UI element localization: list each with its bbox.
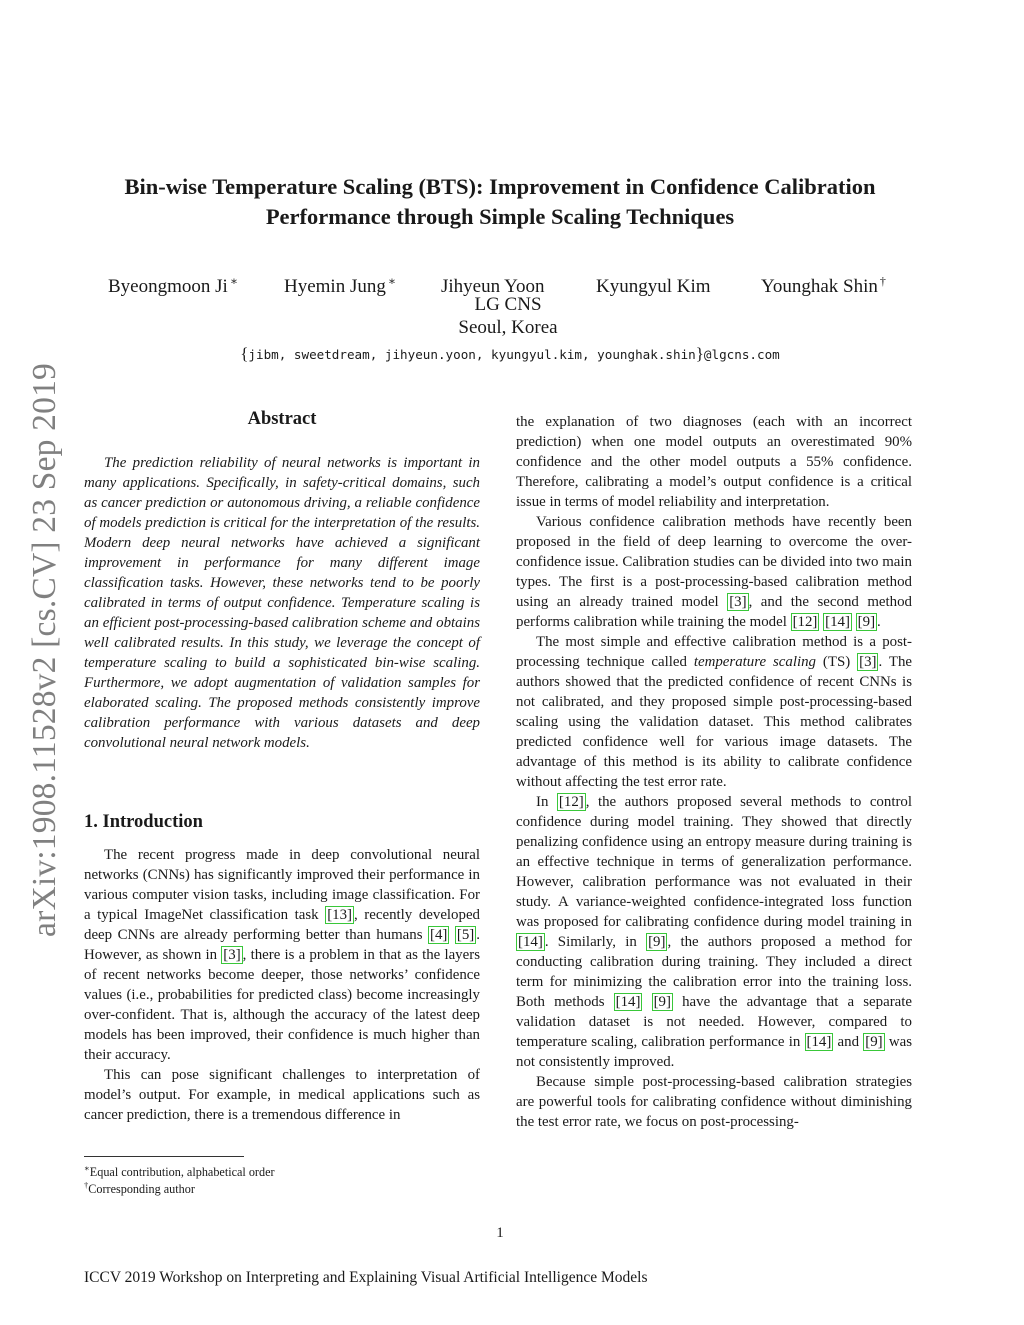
- citation-link[interactable]: [14]: [518, 934, 543, 950]
- affiliation-place: Seoul, Korea: [458, 317, 558, 338]
- author: Byeongmoon Ji ∗: [108, 274, 238, 297]
- intro-paragraph-2: This can pose significant challenges to interpretation of model’s output. For example, in medical applications such as cancer prediction, there is a tremendous difference in: [84, 1067, 480, 1123]
- author: Hyemin Jung ∗: [284, 274, 397, 297]
- footnote-1: ∗Equal contribution, alphabetical order: [84, 1163, 275, 1179]
- page-footer: ICCV 2019 Workshop on Interpreting and Explaining Visual Artificial Intelligence Models: [84, 1269, 648, 1286]
- right-paragraph-0: the explanation of two diagnoses (each with an incorrect prediction) when one model outputs an overestimated 90% confidence and the other model outputs a 55% confidence. Therefore, calibrating a model’s output confidence is a critical issue in terms of model reliability and interpretation.: [516, 414, 912, 510]
- citation-link[interactable]: [5]: [456, 927, 475, 943]
- section-heading-introduction: 1. Introduction: [84, 812, 203, 832]
- citation-link[interactable]: [3]: [223, 947, 241, 963]
- citation-link[interactable]: [12]: [558, 794, 584, 810]
- page-number: 1: [496, 1225, 504, 1241]
- citation-link[interactable]: [3]: [859, 654, 877, 670]
- intro-paragraph-1: The recent progress made in deep convolutional neural networks (CNNs) has significantly improved their performance in various computer vision tasks, including image classification. For a typical ImageNet classification task [13] , recently developed deep CNNs are already performing better than humans [4] [5] . However, as shown in [3] , there is a problem in that as the layers of recent networks become deeper, those networks’ confidence values (i.e., probabilities for predicted class) become increasingly over-confident. That is, although the accuracy of the latest deep models has been improved, their confidence is much higher than their accuracy.: [84, 847, 481, 1063]
- citation-link[interactable]: [3]: [729, 594, 747, 610]
- introduction-left-column: [84, 845, 480, 1125]
- citation-link[interactable]: [14]: [615, 994, 641, 1010]
- footnote-rule: [84, 1156, 244, 1157]
- citation-link[interactable]: [12]: [792, 614, 818, 630]
- right-paragraph-2: The most simple and effective calibration method is a post-processing technique called temperature scaling (TS) [3] . The authors showed that the predicted confidence of recent CNNs is not calibrated, and they proposed simple post-processing-based scaling using the validation dataset. This method calibrates predicted confidence well for various image datasets. The advantage of this method is its ability to calibrate confidence without affecting the test error rate.: [516, 634, 912, 790]
- citation-link[interactable]: [4]: [430, 927, 448, 943]
- abstract-text: The prediction reliability of neural networks is important in many applications. Specifically, in safety-critical domains, such as cancer prediction or autonomous driving, a reliable confidence of models prediction is critical for the interpretation of the results. Modern deep neural networks have achieved a significant improvement in performance for many different image classification tasks. However, these networks tend to be poorly calibrated in terms of output confidence. Temperature scaling is an efficient post-processing-based calibration scheme and obtains well calibrated results. In this study, we leverage the concept of temperature scaling to build a sophisticated bin-wise scaling. Furthermore, we adopt augmentation of validation samples for elaborated scaling. The proposed methods consistently improve calibration performance with various datasets and deep convolutional neural network models.: [84, 455, 480, 751]
- citation-link[interactable]: [9]: [648, 934, 666, 950]
- right-paragraph-1: Various confidence calibration methods have recently been proposed in the field of deep learning to overcome the over-confidence issue. Calibration studies can be divided into two main types. The first is a post-processing-based calibration method using an already trained model [3] , and the second method performs calibration while training the model [12] [14] [9] .: [516, 514, 913, 630]
- footnote-2: †Corresponding author: [84, 1180, 195, 1196]
- author: Younghak Shin †: [761, 274, 886, 297]
- citation-link[interactable]: [14]: [825, 614, 850, 630]
- arxiv-stamp-text: arXiv:1908.11528v2 [cs.CV] 23 Sep 2019: [26, 363, 63, 937]
- right-paragraph-4: Because simple post-processing-based calibration strategies are powerful tools for calibrating confidence without diminishing the test error rate, we focus on post-processing-: [516, 1074, 912, 1130]
- affiliation: [78, 293, 938, 339]
- right-paragraph-3: In [12] , the authors proposed several methods to control confidence during model training. They showed that directly penalizing confidence using an entropy measure during training is an effective technique in terms of generalization performance. However, calibration performance was not evaluated in their study. A variance-weighted confidence-integrated loss function was proposed for calibrating confidence during model training in [14] . Similarly, in [9] , the authors proposed a method for conducting calibration during training. They included a direct term for minimizing the calibration error into the training loss. Both methods [14] [9] have the advantage that a separate validation dataset is not needed. However, compared to temperature scaling, calibration performance in [14] and [9] was not consistently improved.: [516, 794, 913, 1070]
- author-emails[interactable]: {jibm, sweetdream, jihyeun.yoon, kyungyul.kim, younghak.shin}@lgcns.com: [240, 344, 780, 363]
- right-column: [516, 412, 912, 1132]
- citation-link[interactable]: [13]: [327, 907, 353, 923]
- title-line-1: Bin-wise Temperature Scaling (BTS): Improvement in Confidence Calibration: [124, 174, 876, 199]
- affiliation-org: LG CNS: [474, 294, 542, 315]
- author: Jihyeun Yoon: [441, 276, 545, 297]
- citation-link[interactable]: [9]: [865, 1034, 883, 1050]
- author: Kyungyul Kim: [596, 276, 711, 297]
- citation-link[interactable]: [14]: [806, 1034, 832, 1050]
- citation-link[interactable]: [9]: [857, 614, 876, 630]
- arxiv-stamp: [0, 350, 63, 950]
- title-line-2: Performance through Simple Scaling Techniques: [265, 204, 735, 229]
- paper-title: [60, 172, 940, 232]
- citation-link[interactable]: [9]: [653, 994, 671, 1010]
- abstract-heading: Abstract: [247, 409, 317, 429]
